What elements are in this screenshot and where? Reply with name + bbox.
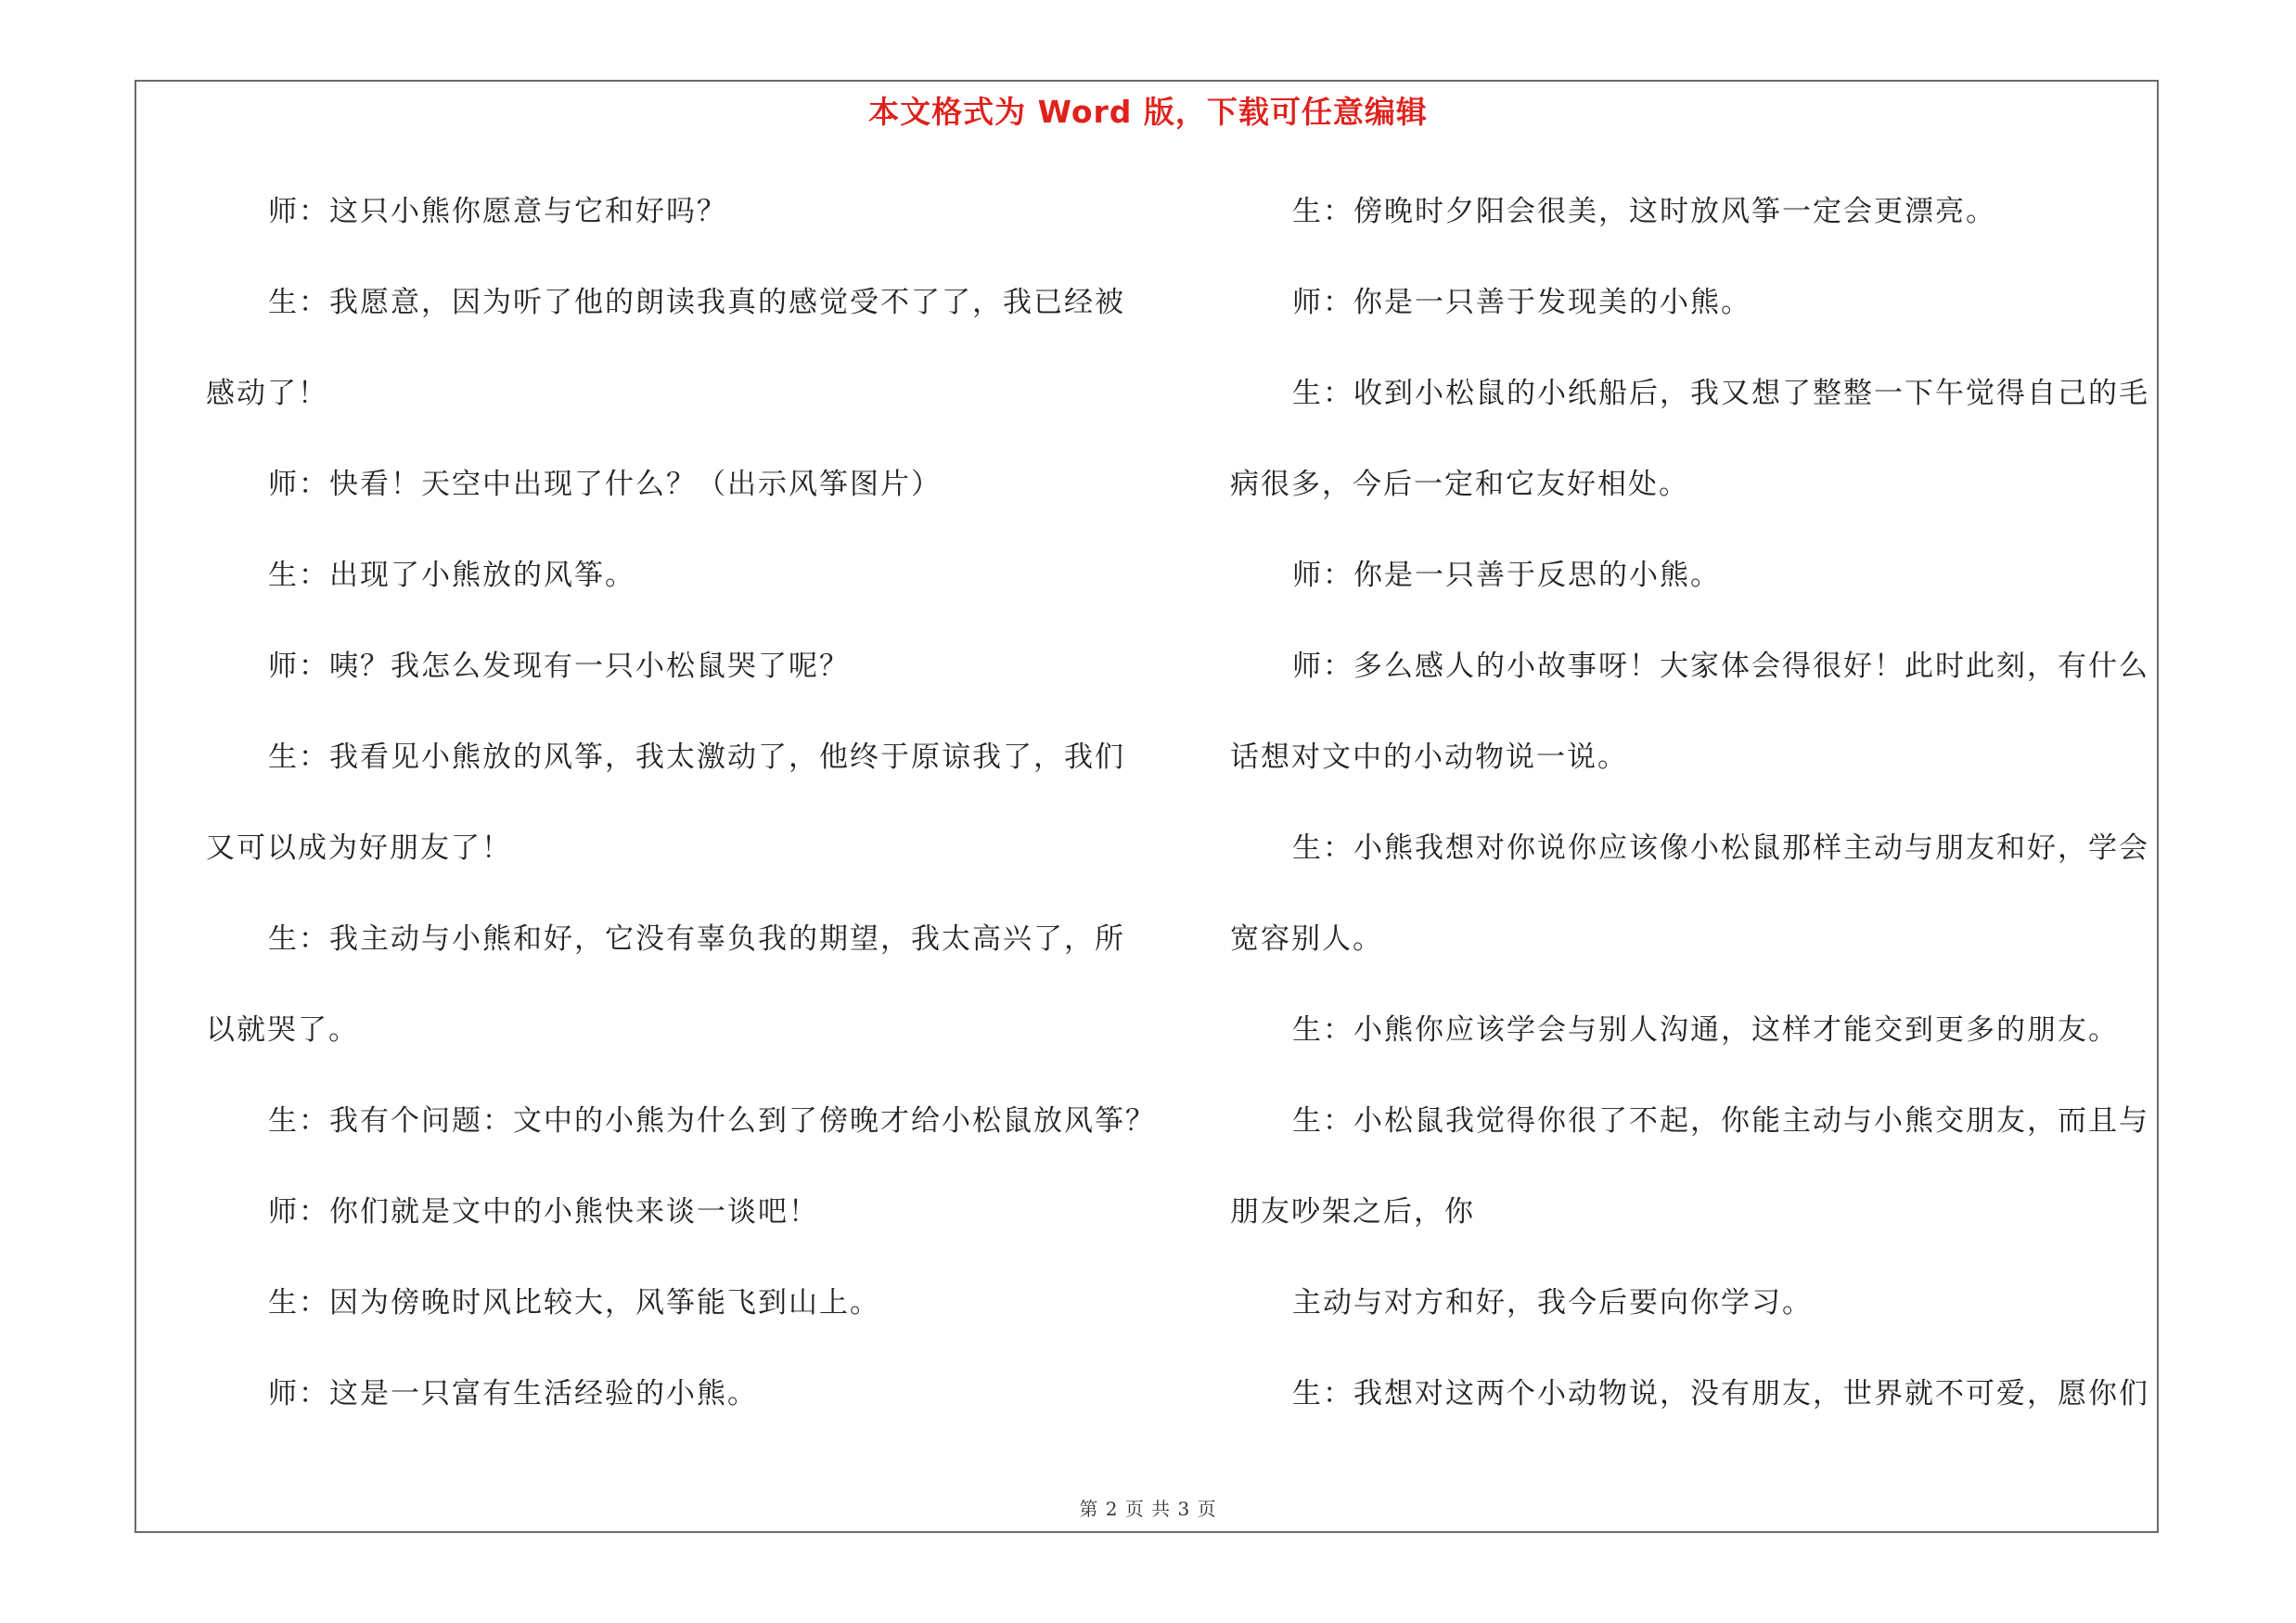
page-indicator: 第 2 页 共 3 页 <box>1079 1498 1217 1520</box>
header-banner: 本文格式为 Word 版，下载可任意编辑 <box>868 94 1428 130</box>
text-line: 生：我有个问题：文中的小熊为什么到了傍晚才给小松鼠放风筝？ <box>268 1104 1156 1138</box>
left-column <box>206 184 1156 1457</box>
text-line: 师：你是一只善于反思的小熊。 <box>1292 559 1721 592</box>
text-line: 朋友吵架之后，你 <box>1230 1195 1475 1229</box>
text-line: 师：你们就是文中的小熊快来谈一谈吧！ <box>268 1195 819 1229</box>
text-line: 生：因为傍晚时风比较大，风筝能飞到山上。 <box>268 1286 880 1320</box>
text-line: 师：你是一只善于发现美的小熊。 <box>1292 286 1751 319</box>
text-line: 以就哭了。 <box>206 1013 359 1047</box>
text-line: 宽容别人。 <box>1230 922 1383 956</box>
text-line: 师：这只小熊你愿意与它和好吗？ <box>268 195 727 228</box>
text-line: 师：多么感人的小故事呀！大家体会得很好！此时此刻，有什么 <box>1292 650 2149 683</box>
text-line: 话想对文中的小动物说一说。 <box>1230 741 1628 774</box>
text-line: 生：我主动与小熊和好，它没有辜负我的期望，我太高兴了，所 <box>268 922 1125 956</box>
text-line: 感动了！ <box>206 377 328 410</box>
text-line: 生：傍晚时夕阳会很美，这时放风筝一定会更漂亮。 <box>1292 195 1996 228</box>
text-line: 生：出现了小熊放的风筝。 <box>268 559 635 592</box>
text-line: 主动与对方和好，我今后要向你学习。 <box>1292 1286 1813 1320</box>
text-line: 师：快看！天空中出现了什么？（出示风筝图片） <box>268 468 942 501</box>
text-line: 生：我看见小熊放的风筝，我太激动了，他终于原谅我了，我们 <box>268 741 1125 774</box>
text-line: 师：咦？我怎么发现有一只小松鼠哭了呢？ <box>268 650 850 683</box>
text-line: 病很多，今后一定和它友好相处。 <box>1230 468 1689 501</box>
text-line: 生：收到小松鼠的小纸船后，我又想了整整一下午觉得自己的毛 <box>1292 377 2149 410</box>
text-line: 师：这是一只富有生活经验的小熊。 <box>268 1377 758 1410</box>
text-line: 生：小熊我想对你说你应该像小松鼠那样主动与朋友和好，学会 <box>1292 831 2149 865</box>
text-line: 生：小松鼠我觉得你很了不起，你能主动与小熊交朋友，而且与 <box>1292 1104 2149 1138</box>
text-line: 又可以成为好朋友了！ <box>206 831 512 865</box>
right-column <box>1230 184 2148 1457</box>
text-line: 生：我愿意，因为听了他的朗读我真的感觉受不了了，我已经被 <box>268 286 1125 319</box>
text-line: 生：小熊你应该学会与别人沟通，这样才能交到更多的朋友。 <box>1292 1013 2119 1047</box>
text-line: 生：我想对这两个小动物说，没有朋友，世界就不可爱，愿你们 <box>1292 1377 2149 1410</box>
